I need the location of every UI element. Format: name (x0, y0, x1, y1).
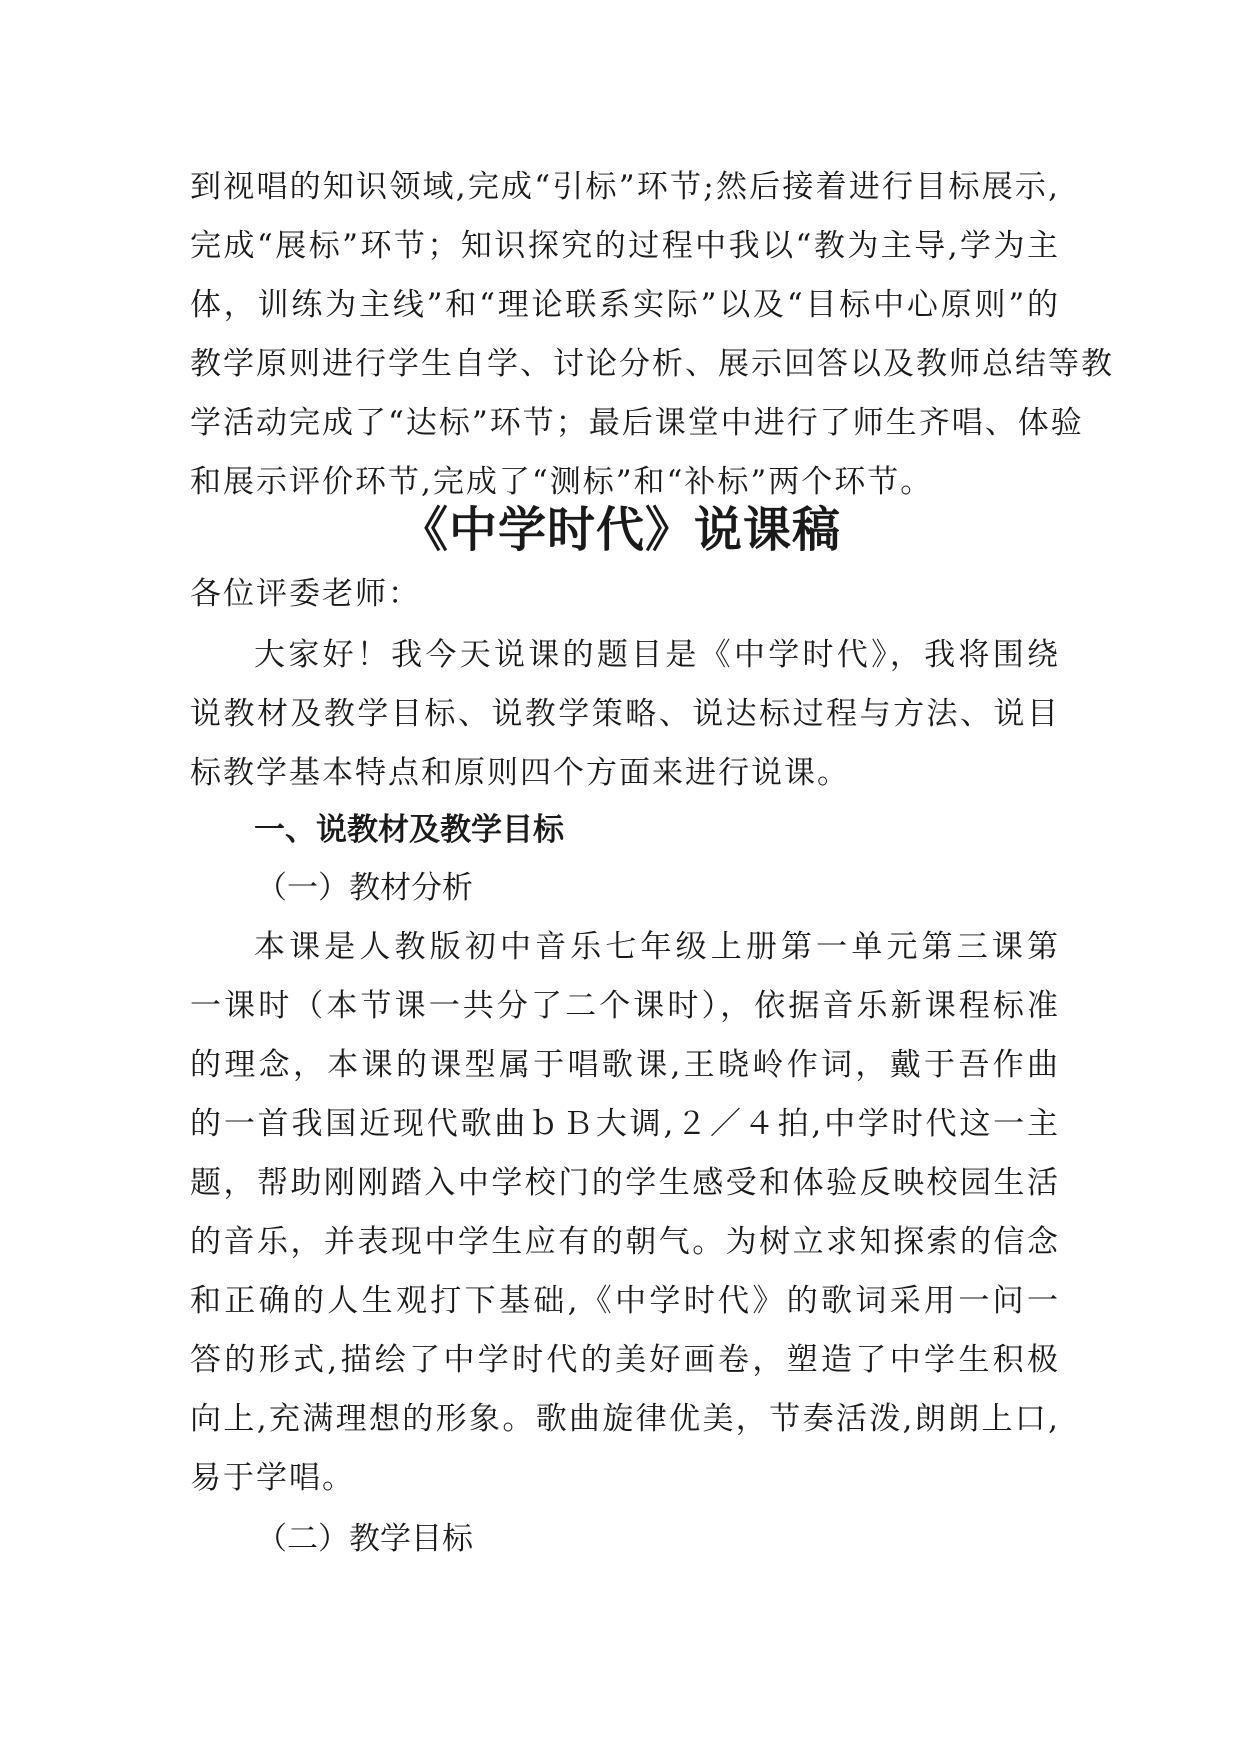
paragraph-line: 的音乐，并表现中学生应有的朝气。为树立求知探索的信念 (190, 1224, 1060, 1260)
subsection-heading-teaching-objectives: （二）教学目标 (256, 1521, 473, 1557)
document-title: 《中学时代》说课稿 (399, 502, 841, 558)
paragraph-line: 题，帮助刚刚踏入中学校门的学生感受和体验反映校园生活 (190, 1165, 1060, 1201)
salutation-text: 各位评委老师： (190, 576, 421, 612)
paragraph-line: 答的形式,描绘了中学时代的美好画卷，塑造了中学生积极 (190, 1342, 1060, 1378)
paragraph-line: 教学原则进行学生自学、讨论分析、展示回答以及教师总结等教 (190, 346, 1114, 382)
subsection-heading-materials-analysis: （一）教材分析 (256, 870, 473, 906)
opening-paragraph (190, 626, 1060, 803)
materials-paragraph (190, 918, 1060, 1508)
paragraph-line: 向上,充满理想的形象。歌曲旋律优美，节奏活泼,朗朗上口, (190, 1401, 1060, 1437)
paragraph-line: 的理念，本课的课型属于唱歌课,王晓岭作词，戴于吾作曲 (190, 1047, 1060, 1083)
paragraph-line: 体，训练为主线”和“理论联系实际”以及“目标中心原则”的 (190, 287, 1060, 323)
section-heading-materials-objectives: 一、说教材及教学目标 (254, 812, 564, 848)
paragraph-line: 到视唱的知识领域,完成“引标”环节;然后接着进行目标展示, (190, 169, 1060, 205)
paragraph-line: 大家好！我今天说课的题目是《中学时代》，我将围绕 (254, 637, 1060, 673)
paragraph-line: 的一首我国近现代歌曲ｂＢ大调,２／４拍,中学时代这一主 (190, 1106, 1060, 1142)
paragraph-line: 本课是人教版初中音乐七年级上册第一单元第三课第 (254, 929, 1060, 965)
salutation (190, 565, 1060, 624)
paragraph-line: 说教材及教学目标、说教学策略、说达标过程与方法、说目 (190, 696, 1060, 732)
paragraph-line: 标教学基本特点和原则四个方面来进行说课。 (190, 755, 850, 791)
paragraph-line: 和正确的人生观打下基础,《中学时代》的歌词采用一问一 (190, 1283, 1060, 1319)
paragraph-line: 一课时（本节课一共分了二个课时），依据音乐新课程标准 (190, 988, 1060, 1024)
intro-paragraph (190, 158, 1114, 512)
paragraph-line: 易于学唱。 (190, 1460, 355, 1496)
paragraph-line: 完成“展标”环节；知识探究的过程中我以“教为主导,学为主 (190, 228, 1060, 264)
paragraph-line: 和展示评价环节,完成了“测标”和“补标”两个环节。 (190, 464, 934, 500)
paragraph-line: 学活动完成了“达标”环节；最后课堂中进行了师生齐唱、体验 (190, 405, 1084, 441)
